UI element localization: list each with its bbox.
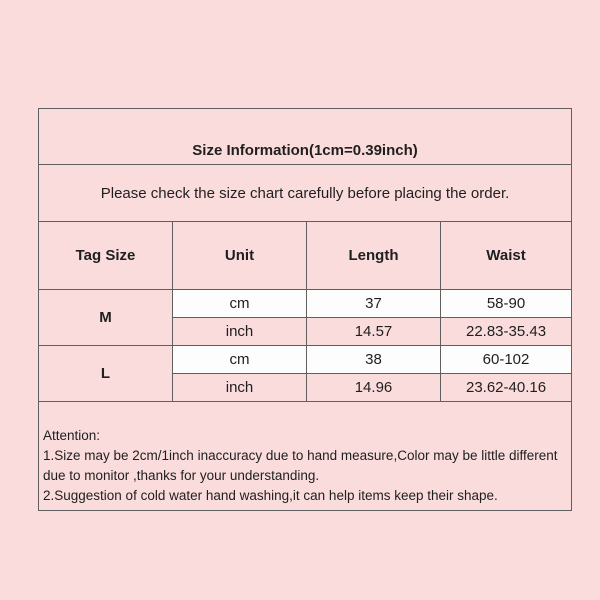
attention-note <box>43 426 566 506</box>
tag-size-l: L <box>39 346 173 402</box>
m-inch-length: 14.57 <box>307 318 441 346</box>
table-subtitle-row <box>39 165 572 222</box>
table-header-row <box>39 222 572 290</box>
m-cm-length: 37 <box>307 290 441 318</box>
table-row-m-cm <box>39 290 572 318</box>
l-cm-length: 38 <box>307 346 441 374</box>
l-inch-length: 14.96 <box>307 374 441 402</box>
header-tag-size: Tag Size <box>39 222 173 290</box>
m-cm-unit: cm <box>173 290 307 318</box>
attention-line-1: 1.Size may be 2cm/1inch inaccuracy due to hand measure,Color may be little different due to monitor ,thanks for your understanding. <box>43 448 558 483</box>
attention-heading: Attention: <box>43 428 101 443</box>
table-subtitle: Please check the size chart carefully before placing the order. <box>39 165 572 222</box>
header-unit: Unit <box>173 222 307 290</box>
m-inch-unit: inch <box>173 318 307 346</box>
m-inch-waist: 22.83-35.43 <box>441 318 572 346</box>
attention-row <box>39 402 572 511</box>
table-title: Size Information(1cm=0.39inch) <box>39 109 572 165</box>
l-cm-unit: cm <box>173 346 307 374</box>
l-inch-waist: 23.62-40.16 <box>441 374 572 402</box>
header-length: Length <box>307 222 441 290</box>
tag-size-m: M <box>39 290 173 346</box>
attention-line-2: 2.Suggestion of cold water hand washing,it can help items keep their shape. <box>43 488 498 503</box>
size-information-table <box>38 108 572 511</box>
header-waist: Waist <box>441 222 572 290</box>
l-inch-unit: inch <box>173 374 307 402</box>
m-cm-waist: 58-90 <box>441 290 572 318</box>
table-row-l-cm <box>39 346 572 374</box>
l-cm-waist: 60-102 <box>441 346 572 374</box>
table-title-row <box>39 109 572 165</box>
